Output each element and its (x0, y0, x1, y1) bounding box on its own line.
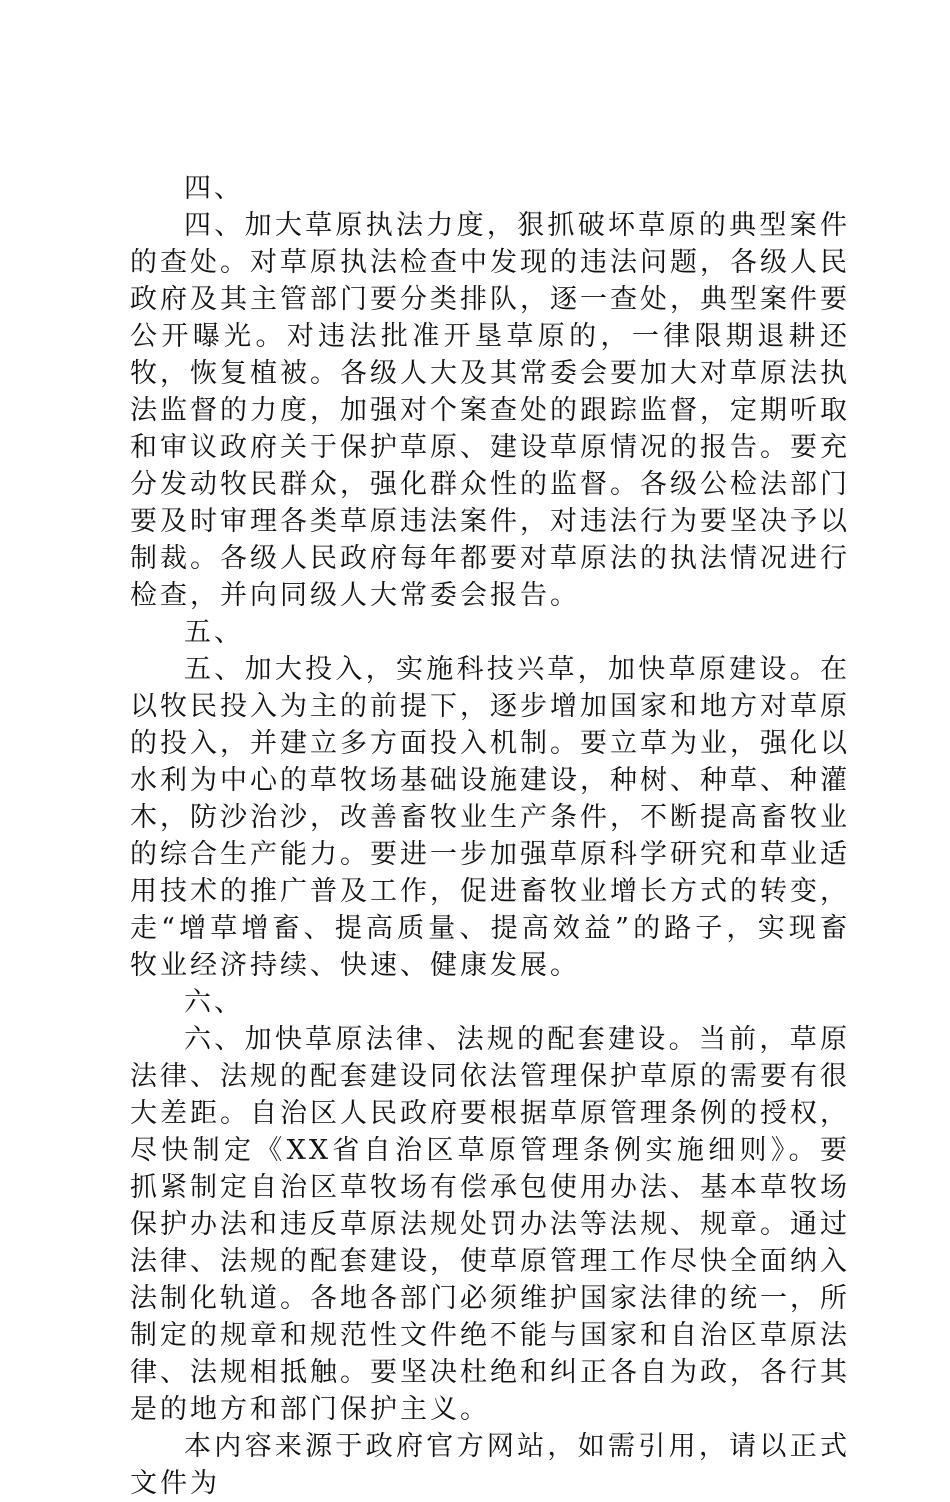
section-heading-6: 六、 (184, 987, 244, 1018)
section-paragraph-4: 四、加大草原执法力度，狠抓破坏草原的典型案件的查处。对草原执法检查中发现的违法问题，各级人民政府及其主管部门要分类排队，逐一查处，典型案件要公开曝光。对违法批准开垦草原的，一律限期退耕还牧，恢复植被。各级人大及其常委会要加大对草原法执法监督的力度，加强对个案查处的跟踪监督，定期听取和审议政府关于保护草原、建设草原情况的报告。要充分发动牧民群众，强化群众性的监督。各级公检法部门要及时审理各类草原违法案件，对违法行为要坚决予以制裁。各级人民政府每年都要对草原法的执法情况进行检查，并向同级人大常委会报告。 (130, 210, 850, 611)
source-note-paragraph: 本内容来源于政府官方网站，如需引用，请以正式文件为 (130, 1431, 850, 1499)
section-heading-5: 五、 (184, 617, 244, 648)
document-body (130, 170, 850, 1502)
section-heading-4: 四、 (184, 173, 244, 204)
section-paragraph-5: 五、加大投入，实施科技兴草，加快草原建设。在以牧民投入为主的前提下，逐步增加国家和地方对草原的投入，并建立多方面投入机制。要立草为业，强化以水利为中心的草牧场基础设施建设，种树、种草、种灌木，防沙治沙，改善畜牧业生产条件，不断提高畜牧业的综合生产能力。要进一步加强草原科学研究和草业适用技术的推广普及工作，促进畜牧业增长方式的转变，走“增草增畜、提高质量、提高效益”的路子，实现畜牧业经济持续、快速、健康发展。 (130, 654, 850, 981)
section-paragraph-6: 六、加快草原法律、法规的配套建设。当前，草原法律、法规的配套建设同依法管理保护草原的需要有很大差距。自治区人民政府要根据草原管理条例的授权，尽快制定《XX省自治区草原管理条例实施细则》。要抓紧制定自治区草牧场有偿承包使用办法、基本草牧场保护办法和违反草原法规处罚办法等法规、规章。通过法律、法规的配套建设，使草原管理工作尽快全面纳入法制化轨道。各地各部门必须维护国家法律的统一，所制定的规章和规范性文件绝不能与国家和自治区草原法律、法规相抵触。要坚决杜绝和纠正各自为政，各行其是的地方和部门保护主义。 (130, 1024, 850, 1425)
